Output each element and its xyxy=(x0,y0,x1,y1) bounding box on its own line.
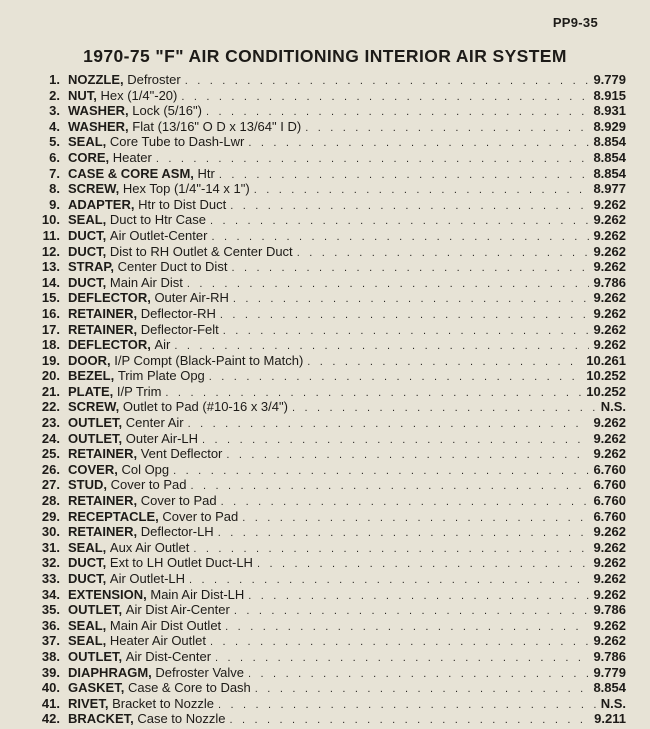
part-number: 9.262 xyxy=(593,415,626,431)
part-number: 9.262 xyxy=(593,430,626,446)
leader-dots xyxy=(221,495,590,511)
list-item xyxy=(22,711,626,727)
part-name: RETAINER, xyxy=(68,524,138,540)
part-description: Defroster Valve xyxy=(151,664,245,680)
part-name: EXTENSION, xyxy=(68,586,147,602)
item-number: 17. xyxy=(41,321,60,337)
part-name: SEAL, xyxy=(68,212,107,228)
part-number: 9.262 xyxy=(593,446,626,462)
list-item xyxy=(22,368,626,384)
list-item xyxy=(22,259,626,275)
part-number: 9.786 xyxy=(593,602,626,618)
leader-dots xyxy=(223,324,590,340)
leader-dots xyxy=(248,136,589,152)
list-item xyxy=(22,244,626,260)
item-number: 14. xyxy=(41,274,60,290)
part-name: SEAL, xyxy=(68,617,107,633)
item-number: 2. xyxy=(49,87,60,103)
part-description: Hex (1/4"-20) xyxy=(96,87,178,103)
item-number: 22. xyxy=(41,399,60,415)
part-name: DEFLECTOR, xyxy=(68,337,151,353)
list-item xyxy=(22,633,626,649)
item-number: 20. xyxy=(41,368,60,384)
item-number: 11. xyxy=(42,227,60,243)
part-number: 9.262 xyxy=(593,212,626,228)
item-number: 34. xyxy=(41,586,60,602)
part-number: 9.262 xyxy=(593,337,626,353)
part-description: Bracket to Nozzle xyxy=(108,695,214,711)
part-name: DOOR, xyxy=(68,352,111,368)
part-number: 6.760 xyxy=(593,461,626,477)
leader-dots xyxy=(292,401,597,417)
part-name: STUD, xyxy=(68,477,107,493)
part-name: DIAPHRAGM, xyxy=(68,664,152,680)
leader-dots xyxy=(225,620,589,636)
part-description: Trim Plate Opg xyxy=(114,368,205,384)
item-number: 33. xyxy=(41,571,60,586)
part-description: Case to Nozzle xyxy=(133,711,226,727)
leader-dots xyxy=(230,713,591,729)
part-name: PLATE, xyxy=(68,383,114,399)
part-name: DUCT, xyxy=(68,571,107,586)
list-item xyxy=(22,150,626,166)
part-description: Flat (13/16" O D x 13/64" I D) xyxy=(128,118,302,134)
leader-dots xyxy=(226,448,589,464)
leader-dots xyxy=(218,698,597,714)
part-name: DUCT, xyxy=(68,243,107,259)
part-description: I/P Trim xyxy=(113,383,162,399)
item-number: 27. xyxy=(41,477,60,493)
part-description: Lock (5/16") xyxy=(128,103,202,119)
part-number: 9.262 xyxy=(593,259,626,275)
part-description: Htr to Dist Duct xyxy=(134,196,227,212)
part-description: Air Dist Air-Center xyxy=(122,602,230,618)
item-number: 37. xyxy=(41,633,60,649)
item-number: 7. xyxy=(49,165,60,181)
part-name: SEAL, xyxy=(68,134,107,150)
leader-dots xyxy=(220,308,590,324)
part-name: DUCT, xyxy=(68,227,107,243)
part-description: Core Tube to Dash-Lwr xyxy=(106,134,245,150)
list-item xyxy=(22,665,626,681)
part-description: Main Air Dist xyxy=(106,274,183,290)
part-name: CASE & CORE ASM, xyxy=(68,165,194,181)
part-number: N.S. xyxy=(600,399,626,415)
item-number: 24. xyxy=(41,430,60,446)
part-description: Cover to Pad xyxy=(137,493,217,509)
part-number: 8.915 xyxy=(593,87,626,103)
leader-dots xyxy=(231,261,589,277)
list-item xyxy=(22,337,626,353)
part-name: OUTLET, xyxy=(68,648,123,664)
part-name: NUT, xyxy=(68,87,97,103)
item-number: 9. xyxy=(49,196,60,212)
leader-dots xyxy=(181,90,589,106)
part-number: 9.262 xyxy=(593,617,626,633)
leader-dots xyxy=(173,464,589,480)
item-number: 8. xyxy=(49,181,60,197)
part-number: 6.760 xyxy=(593,508,626,524)
item-number: 42. xyxy=(41,711,60,727)
parts-list xyxy=(22,72,626,727)
list-item xyxy=(22,212,626,228)
part-description: Air xyxy=(150,337,171,353)
part-description: Dist to RH Outlet & Center Duct xyxy=(106,243,293,259)
part-name: SEAL, xyxy=(68,633,107,649)
list-item xyxy=(22,571,626,587)
part-name: NOZZLE, xyxy=(68,72,124,87)
item-number: 6. xyxy=(49,149,60,165)
leader-dots xyxy=(242,511,589,527)
item-number: 31. xyxy=(41,539,60,555)
part-description: Aux Air Outlet xyxy=(106,539,190,555)
item-number: 18. xyxy=(41,337,60,353)
leader-dots xyxy=(191,479,590,495)
part-number: 9.262 xyxy=(593,196,626,212)
list-item xyxy=(22,228,626,244)
list-item xyxy=(22,618,626,634)
part-number: 9.262 xyxy=(593,227,626,243)
part-number: 8.977 xyxy=(593,181,626,197)
part-name: RETAINER, xyxy=(68,321,138,337)
part-number: 9.262 xyxy=(593,305,626,321)
part-number: 10.252 xyxy=(586,368,626,384)
part-name: DUCT, xyxy=(68,274,107,290)
item-number: 4. xyxy=(49,118,60,134)
part-description: Ext to LH Outlet Duct-LH xyxy=(106,555,253,571)
item-number: 38. xyxy=(41,648,60,664)
leader-dots xyxy=(210,214,589,230)
part-name: RETAINER, xyxy=(68,305,138,321)
part-description: Outer Air-LH xyxy=(122,430,199,446)
part-number: 10.252 xyxy=(586,383,626,399)
part-number: 8.854 xyxy=(593,134,626,150)
leader-dots xyxy=(188,417,590,433)
part-name: SCREW, xyxy=(68,181,120,197)
list-item xyxy=(22,197,626,213)
part-name: RIVET, xyxy=(68,695,109,711)
leader-dots xyxy=(218,526,590,542)
part-number: 9.262 xyxy=(593,243,626,259)
part-name: STRAP, xyxy=(68,259,114,275)
part-name: SCREW, xyxy=(68,399,120,415)
list-item xyxy=(22,696,626,712)
part-name: BEZEL, xyxy=(68,368,115,384)
list-item xyxy=(22,524,626,540)
part-description: Defroster xyxy=(123,72,181,87)
part-number: 8.854 xyxy=(593,149,626,165)
leader-dots xyxy=(248,667,589,683)
part-description: Deflector-LH xyxy=(137,524,214,540)
part-number: 9.779 xyxy=(593,664,626,680)
item-number: 26. xyxy=(41,461,60,477)
part-description: Cover to Pad xyxy=(107,477,187,493)
part-description: Deflector-Felt xyxy=(137,321,219,337)
leader-dots xyxy=(233,292,590,308)
leader-dots xyxy=(248,589,589,605)
list-item xyxy=(22,493,626,509)
item-number: 30. xyxy=(41,524,60,540)
item-number: 13. xyxy=(41,259,60,275)
part-description: Case & Core to Dash xyxy=(124,680,251,696)
part-name: RECEPTACLE, xyxy=(68,508,159,524)
part-number: 9.262 xyxy=(593,290,626,306)
part-number: 8.931 xyxy=(593,103,626,119)
leader-dots xyxy=(210,635,589,651)
list-item xyxy=(22,446,626,462)
part-description: Vent Deflector xyxy=(137,446,223,462)
item-number: 10. xyxy=(41,212,60,228)
list-item xyxy=(22,72,626,88)
part-number: 8.929 xyxy=(593,118,626,134)
item-number: 32. xyxy=(41,555,60,571)
list-item xyxy=(22,103,626,119)
leader-dots xyxy=(230,199,589,215)
item-number: 28. xyxy=(41,493,60,509)
part-description: Cover to Pad xyxy=(158,508,239,524)
list-item xyxy=(22,415,626,431)
part-name: SEAL, xyxy=(68,539,107,555)
part-description: Hex Top (1/4"-14 x 1") xyxy=(119,181,250,197)
page-number: PP9-35 xyxy=(552,15,598,30)
part-number: 9.779 xyxy=(593,72,626,87)
leader-dots xyxy=(307,355,582,371)
part-description: Heater xyxy=(109,149,152,165)
list-item xyxy=(22,134,626,150)
item-number: 36. xyxy=(41,617,60,633)
part-name: WASHER, xyxy=(68,118,129,134)
item-number: 41. xyxy=(41,695,60,711)
leader-dots xyxy=(189,573,589,589)
list-item xyxy=(22,275,626,291)
item-number: 35. xyxy=(41,602,60,618)
part-name: COVER, xyxy=(68,461,118,477)
part-number: 9.262 xyxy=(593,586,626,602)
part-number: 9.262 xyxy=(593,321,626,337)
part-number: 10.261 xyxy=(586,352,626,368)
part-description: Outlet to Pad (#10-16 x 3/4") xyxy=(119,399,288,415)
item-number: 21. xyxy=(41,383,60,399)
list-item xyxy=(22,399,626,415)
part-number: 9.262 xyxy=(593,633,626,649)
list-item xyxy=(22,353,626,369)
leader-dots xyxy=(185,74,590,90)
part-number: 6.760 xyxy=(593,493,626,509)
part-name: OUTLET, xyxy=(68,430,123,446)
list-item xyxy=(22,384,626,400)
list-item xyxy=(22,462,626,478)
list-item xyxy=(22,540,626,556)
part-number: 9.211 xyxy=(594,711,626,727)
part-name: OUTLET, xyxy=(68,602,123,618)
list-item xyxy=(22,509,626,525)
item-number: 23. xyxy=(41,415,60,431)
leader-dots xyxy=(156,152,590,168)
leader-dots xyxy=(234,604,590,620)
item-number: 5. xyxy=(49,134,60,150)
part-description: Air Outlet-Center xyxy=(106,227,208,243)
part-description: Main Air Dist-LH xyxy=(146,586,245,602)
item-number: 1. xyxy=(49,72,60,87)
leader-dots xyxy=(297,246,590,262)
part-name: GASKET, xyxy=(68,680,125,696)
part-number: 9.262 xyxy=(593,539,626,555)
list-item xyxy=(22,477,626,493)
part-description: Col Opg xyxy=(117,461,170,477)
item-number: 19. xyxy=(41,352,60,368)
part-number: 9.786 xyxy=(593,274,626,290)
leader-dots xyxy=(202,433,589,449)
page-title: 1970-75 "F" AIR CONDITIONING INTERIOR AIR SYSTEM xyxy=(83,46,567,66)
part-name: CORE, xyxy=(68,149,110,165)
part-description: Heater Air Outlet xyxy=(106,633,207,649)
part-description: Main Air Dist Outlet xyxy=(106,617,222,633)
list-item xyxy=(22,181,626,197)
leader-dots xyxy=(209,370,582,386)
leader-dots xyxy=(219,168,590,184)
item-number: 40. xyxy=(41,680,60,696)
part-name: DUCT, xyxy=(68,555,107,571)
part-name: ADAPTER, xyxy=(68,196,135,212)
item-number: 3. xyxy=(49,103,60,119)
part-name: DEFLECTOR, xyxy=(68,290,151,306)
list-item xyxy=(22,119,626,135)
part-number: 8.854 xyxy=(593,165,626,181)
list-item xyxy=(22,88,626,104)
part-description: Htr xyxy=(193,165,215,181)
part-number: 6.760 xyxy=(593,477,626,493)
part-number: 9.262 xyxy=(593,555,626,571)
list-item xyxy=(22,680,626,696)
leader-dots xyxy=(254,183,590,199)
list-item xyxy=(22,587,626,603)
part-name: OUTLET, xyxy=(68,415,123,431)
item-number: 25. xyxy=(41,446,60,462)
list-item xyxy=(22,166,626,182)
item-number: 12. xyxy=(41,243,60,259)
leader-dots xyxy=(257,557,590,573)
list-item xyxy=(22,306,626,322)
part-description: Air Dist-Center xyxy=(122,648,212,664)
item-number: 29. xyxy=(41,508,60,524)
item-number: 15. xyxy=(41,290,60,306)
part-name: WASHER, xyxy=(68,103,129,119)
part-name: BRACKET, xyxy=(68,711,134,727)
list-item xyxy=(22,649,626,665)
part-description: Deflector-RH xyxy=(137,305,216,321)
item-number: 16. xyxy=(41,305,60,321)
leader-dots xyxy=(187,277,590,293)
leader-dots xyxy=(215,651,589,667)
leader-dots xyxy=(255,682,590,698)
part-description: Center Air xyxy=(122,415,184,431)
part-description: Outer Air-RH xyxy=(150,290,229,306)
part-name: RETAINER, xyxy=(68,493,138,509)
list-item xyxy=(22,602,626,618)
part-description: I/P Compt (Black-Paint to Match) xyxy=(110,352,304,368)
list-item xyxy=(22,290,626,306)
part-number: N.S. xyxy=(600,695,626,711)
part-number: 9.786 xyxy=(593,648,626,664)
list-item xyxy=(22,431,626,447)
leader-dots xyxy=(305,121,589,137)
part-description: Air Outlet-LH xyxy=(106,571,186,586)
part-name: RETAINER, xyxy=(68,446,138,462)
list-item xyxy=(22,555,626,571)
item-number: 39. xyxy=(41,664,60,680)
part-number: 8.854 xyxy=(593,680,626,696)
list-item xyxy=(22,322,626,338)
part-description: Center Duct to Dist xyxy=(114,259,228,275)
part-number: 9.262 xyxy=(593,571,626,586)
part-description: Duct to Htr Case xyxy=(106,212,206,228)
part-number: 9.262 xyxy=(593,524,626,540)
